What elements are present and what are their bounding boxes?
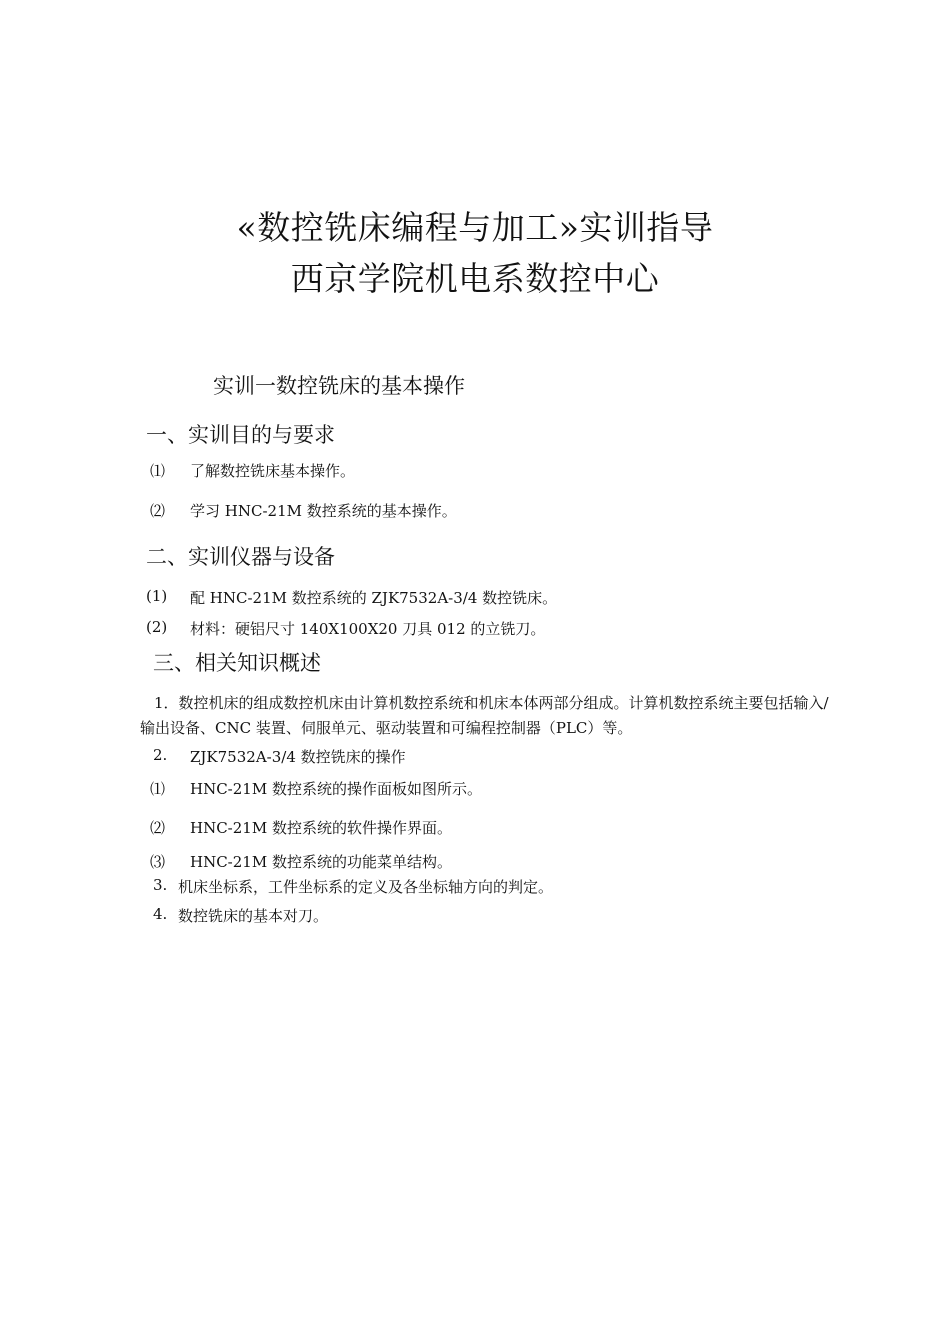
- item-number: (1): [146, 587, 168, 605]
- item-text: HNC-21M 数控系统的软件操作界面。: [190, 819, 452, 837]
- item-text: 学习 HNC-21M 数控系统的基本操作。: [190, 502, 457, 520]
- document-subtitle: 西京学院机电系数控中心: [290, 259, 660, 298]
- item-number: ⑵: [150, 819, 166, 837]
- item-number: (2): [146, 618, 168, 636]
- lesson-title: 实训一数控铣床的基本操作: [213, 374, 465, 398]
- paragraph-cnc-composition: 1．数控机床的组成数控机床由计算机数控系统和机床本体两部分组成。计算机数控系统主要包括输入/输出设备、CNC 装置、伺服单元、驱动装置和可编程控制器（PLC）等。: [140, 694, 829, 737]
- item-number: ⑶: [150, 853, 166, 871]
- section-heading-knowledge: 三、相关知识概述: [153, 651, 321, 675]
- item-text: 了解数控铣床基本操作。: [190, 462, 356, 480]
- item-text: 数控铣床的基本对刀。: [178, 907, 329, 925]
- document-title: «数控铣床编程与加工»实训指导: [236, 208, 714, 247]
- item-number: ⑵: [150, 502, 166, 520]
- item-text: HNC-21M 数控系统的功能菜单结构。: [190, 853, 452, 871]
- item-text: 机床坐标系，工件坐标系的定义及各坐标轴方向的判定。: [178, 878, 554, 896]
- item-number: 2.: [153, 746, 168, 764]
- item-text: 材料：硬铝尺寸 140X100X20 刀具 012 的立铣刀。: [190, 620, 546, 638]
- item-text: ZJK7532A-3/4 数控铣床的操作: [190, 748, 406, 766]
- item-text: 配 HNC-21M 数控系统的 ZJK7532A-3/4 数控铣床。: [190, 589, 558, 607]
- section-heading-objectives: 一、实训目的与要求: [146, 423, 335, 447]
- item-number: ⑴: [150, 780, 166, 798]
- item-text: HNC-21M 数控系统的操作面板如图所示。: [190, 780, 482, 798]
- item-number: 4.: [153, 905, 168, 923]
- item-number: 3.: [153, 876, 168, 894]
- section-heading-equipment: 二、实训仪器与设备: [146, 545, 335, 569]
- item-number: ⑴: [150, 462, 166, 480]
